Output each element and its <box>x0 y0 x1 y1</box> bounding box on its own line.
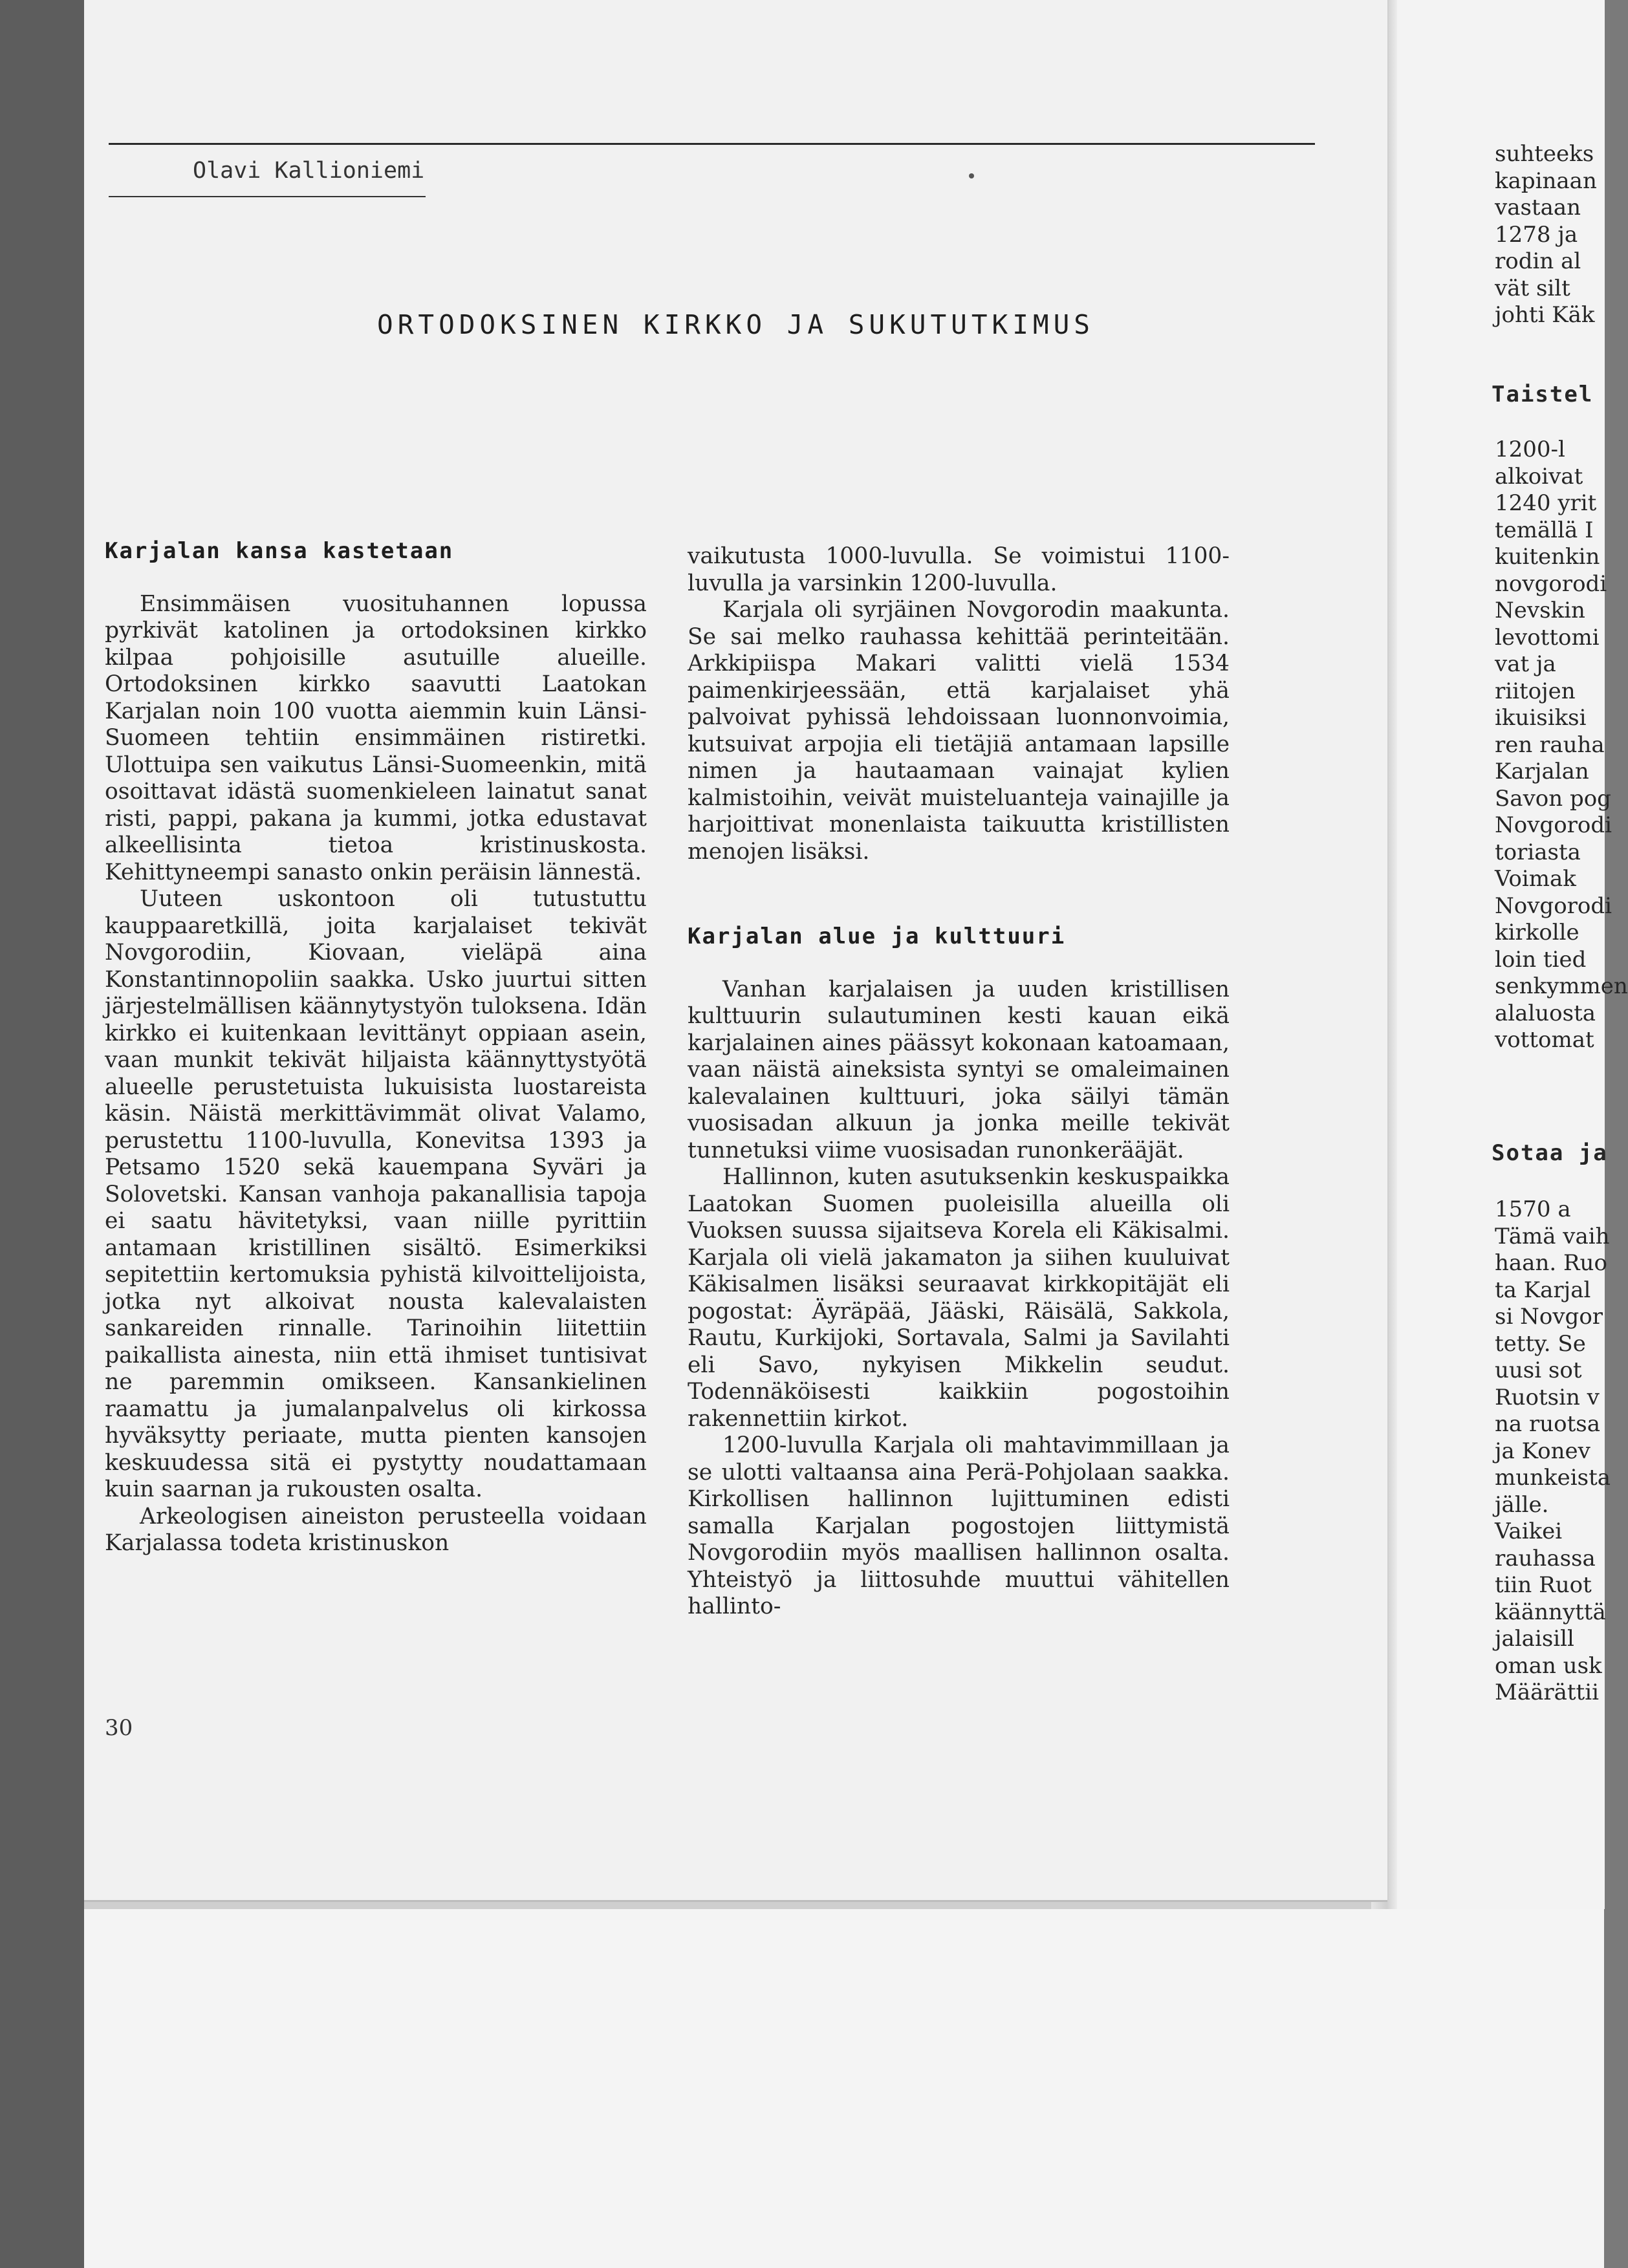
facing-page-line: Karjalan <box>1495 759 1589 784</box>
facing-page-line: Määrättii <box>1495 1679 1599 1705</box>
facing-page-line: vät silt <box>1495 275 1570 301</box>
facing-page-line: vat ja <box>1495 651 1556 677</box>
facing-page-line: alkoivat <box>1495 463 1583 490</box>
paragraph: Ensimmäisen vuosituhannen lopussa pyrkivät katolinen ja ortodoksinen kirkko kilpaa pohjoisille asutuille alueille. Ortodoksinen kirkko saavutti Laatokan Karjalan noin 100 vuotta aiemmin kuin Länsi-Suomeen tehtiin ensimmäinen ristiretki. Ulottuipa sen vaikutus Länsi-Suomeenkin, mitä osoittavat idästä suomenkieleen lainatut sanat risti, pappi, pakana ja kummi, jotka edustavat alkeellisinta tietoa kristinuskosta. Kehittyneempi sanasto onkin peräisin lännestä. <box>105 590 647 885</box>
facing-page-line: loin tied <box>1495 946 1587 973</box>
facing-page-line: Nevskin <box>1495 598 1585 623</box>
page-edge-shadow <box>84 1900 1387 1909</box>
facing-page-line: si Novgor <box>1495 1304 1603 1330</box>
facing-page-line: käännyttä <box>1495 1599 1606 1625</box>
document-page <box>84 0 1387 1900</box>
facing-page-line: Ruotsin v <box>1495 1384 1600 1410</box>
facing-page-heading: Taistel <box>1492 382 1594 407</box>
page-number: 30 <box>105 1715 133 1741</box>
facing-page-line: alaluosta <box>1495 1000 1596 1026</box>
facing-page-line: 1200-l <box>1495 437 1565 462</box>
facing-page-line: rauhassa <box>1495 1545 1596 1571</box>
facing-page-line: toriasta <box>1495 839 1581 865</box>
facing-page-line: vastaan <box>1495 195 1581 221</box>
left-column <box>105 538 647 1557</box>
paragraph: Karjala oli syrjäinen Novgorodin maakunta. Se sai melko rauhassa kehittää perinteitään. Arkkipiispa Makari valitti vielä 1534 paimenkirjeessään, että karjalaiset yhä palvoivat pyhissä lehdoissaan luonnonvoimia, kutsuivat arpojia eli tietäjiä antamaan lapsille nimen ja hautaamaan vainajat kylien kalmistoihin, veivät muisteluanteja vainajille ja harjoittivat monenlaista taikuutta kristillisten menojen lisäksi. <box>688 597 1230 865</box>
section-heading-karjalan-alue: Karjalan alue ja kulttuuri <box>688 923 1066 949</box>
facing-page-line: rodin al <box>1495 248 1581 274</box>
facing-page <box>1387 0 1628 1909</box>
facing-page-line: oman usk <box>1495 1652 1602 1679</box>
middle-column <box>688 543 1230 1621</box>
facing-page-line: tetty. Se <box>1495 1330 1586 1357</box>
facing-page-line: riitojen <box>1495 678 1576 704</box>
facing-page-line: Novgorodi <box>1495 812 1612 838</box>
facing-page-line: Voimak <box>1495 866 1576 892</box>
facing-page-line: Tämä vaih <box>1495 1223 1610 1249</box>
facing-page-line: ta Karjal <box>1495 1277 1591 1303</box>
facing-page-line: ikuisiksi <box>1495 705 1587 731</box>
paragraph: Arkeologisen aineiston perusteella voidaan Karjalassa todeta kristinuskon <box>105 1503 647 1556</box>
paragraph: Vanhan karjalaisen ja uuden kristillisen kulttuurin sulautuminen kesti kauan eikä karjalainen aines päässyt kokonaan katoamaan, vaan näistä aineksista syntyi se omaleimainen kalevalainen kulttuuri, joka säilyi tämän vuosisadan alkuun ja jonka meille tekivät tunnetuksi viime vuosisadan runonkerääjät. <box>688 976 1230 1163</box>
article-title: ORTODOKSINEN KIRKKO JA SUKUTUTKIMUS <box>377 309 1094 340</box>
facing-page-heading: Sotaa ja <box>1492 1140 1608 1166</box>
section-heading-karjalan-kansa: Karjalan kansa kastetaan <box>105 538 454 564</box>
header-rule <box>109 143 1315 145</box>
facing-page-line: na ruotsa <box>1495 1411 1600 1437</box>
scan-background-left <box>0 0 84 2268</box>
scan-background-bottom <box>84 1909 1604 2268</box>
facing-page-line: novgorodi <box>1495 570 1607 597</box>
facing-page-line: kapinaan <box>1495 167 1597 194</box>
section-gap <box>688 865 1230 923</box>
facing-page-line: Vaikei <box>1495 1518 1563 1544</box>
facing-page-line: uusi sot <box>1495 1357 1582 1383</box>
facing-page-line: 1240 yrit <box>1495 490 1597 516</box>
facing-page-line: kirkolle <box>1495 920 1579 945</box>
facing-page-line: jälle. <box>1495 1491 1549 1518</box>
author-underline <box>109 196 426 197</box>
facing-page-line: munkeista <box>1495 1465 1611 1491</box>
paragraph: Uuteen uskontoon oli tutustuttu kauppaaretkillä, joita karjalaiset tekivät Novgorodiin, Kiovaan, vieläpä aina Konstantinnopoliin saakka. Usko juurtui sitten järjestelmällisen käännytystyön tuloksena. Idän kirkko ei kuitenkaan levittänyt oppiaan asein, vaan munkit tekivät hiljaista käännyttystyötä alueelle perustetuista lukuisista luostareista käsin. Näistä merkittävimmät olivat Valamo, perustettu 1100-luvulla, Konevitsa 1393 ja Petsamo 1520 sekä kauempana Syväri ja Solovetski. Kansan vanhoja pakanallisia tapoja ei saatu hävitetyksi, vaan niille pyrittiin antamaan kristillinen sisältö. Esimerkiksi sepitettiin kertomuksia pyhistä kilvoittelijoista, jotka nyt alkoivat nousta kalevalaisten sankareiden rinnalle. Tarinoihin liitettiin paikallista ainesta, niin että ihmiset tuntisivat ne paremmin omikseen. Kansankielinen raamattu ja jumalanpalvelus oli kirkossa hyväksytty periaate, mutta pienten kansojen keskuudessa sitä ei pystytty noudattamaan kuin saarnan ja rukousten osalta. <box>105 886 647 1502</box>
print-speck <box>969 173 974 178</box>
facing-page-line: Savon pog <box>1495 785 1611 812</box>
facing-page-line: 1278 ja <box>1495 221 1578 248</box>
paragraph: 1200-luvulla Karjala oli mahtavimmillaan ja se ulotti valtaansa aina Perä-Pohjolaan saakka. Kirkollisen hallinnon lujittuminen edisti samalla Karjalan pogostojen liittymistä Novgorodiin myös maallisen hallinnon osalta. Yhteistyö ja liittosuhde muuttui vähitellen hallinto- <box>688 1432 1230 1619</box>
facing-page-line: haan. Ruo <box>1495 1250 1607 1276</box>
author-name: Olavi Kallioniemi <box>193 158 425 184</box>
paragraph: Hallinnon, kuten asutuksenkin keskuspaikka Laatokan Suomen puoleisilla alueilla oli Vuoksen suussa sijaitseva Korela eli Käkisalmi. Karjala oli vielä jakamaton ja siihen kuuluivat Käkisalmen lisäksi seuraavat kirkkopitäjät eli pogostat: Äyräpää, Jääski, Räisälä, Sakkola, Rautu, Kurkijoki, Sortavala, Salmi ja Savilahti eli Savo, nykyisen Mikkelin seudut. Todennäköisesti kaikkiin pogostoihin rakennettiin kirkot. <box>688 1164 1230 1432</box>
paragraph-continuation: vaikutusta 1000-luvulla. Se voimistui 1100-luvulla ja varsinkin 1200-luvulla. <box>688 543 1230 596</box>
facing-page-line: suhteeks <box>1495 141 1594 167</box>
facing-page-line: jalaisill <box>1495 1626 1574 1652</box>
facing-page-line: ren rauha <box>1495 731 1605 758</box>
facing-page-line: vottomat <box>1495 1027 1594 1053</box>
facing-page-line: tiin Ruot <box>1495 1572 1592 1598</box>
facing-page-line: temällä I <box>1495 517 1594 543</box>
facing-page-line: johti Käk <box>1495 302 1595 328</box>
facing-page-line: Novgorodi <box>1495 892 1612 919</box>
facing-page-line: senkymmen <box>1495 973 1628 999</box>
facing-page-line: levottomi <box>1495 624 1600 651</box>
facing-page-line: 1570 a <box>1495 1196 1571 1222</box>
facing-page-line: ja Konev <box>1495 1438 1590 1464</box>
facing-page-line: kuitenkin <box>1495 544 1600 570</box>
